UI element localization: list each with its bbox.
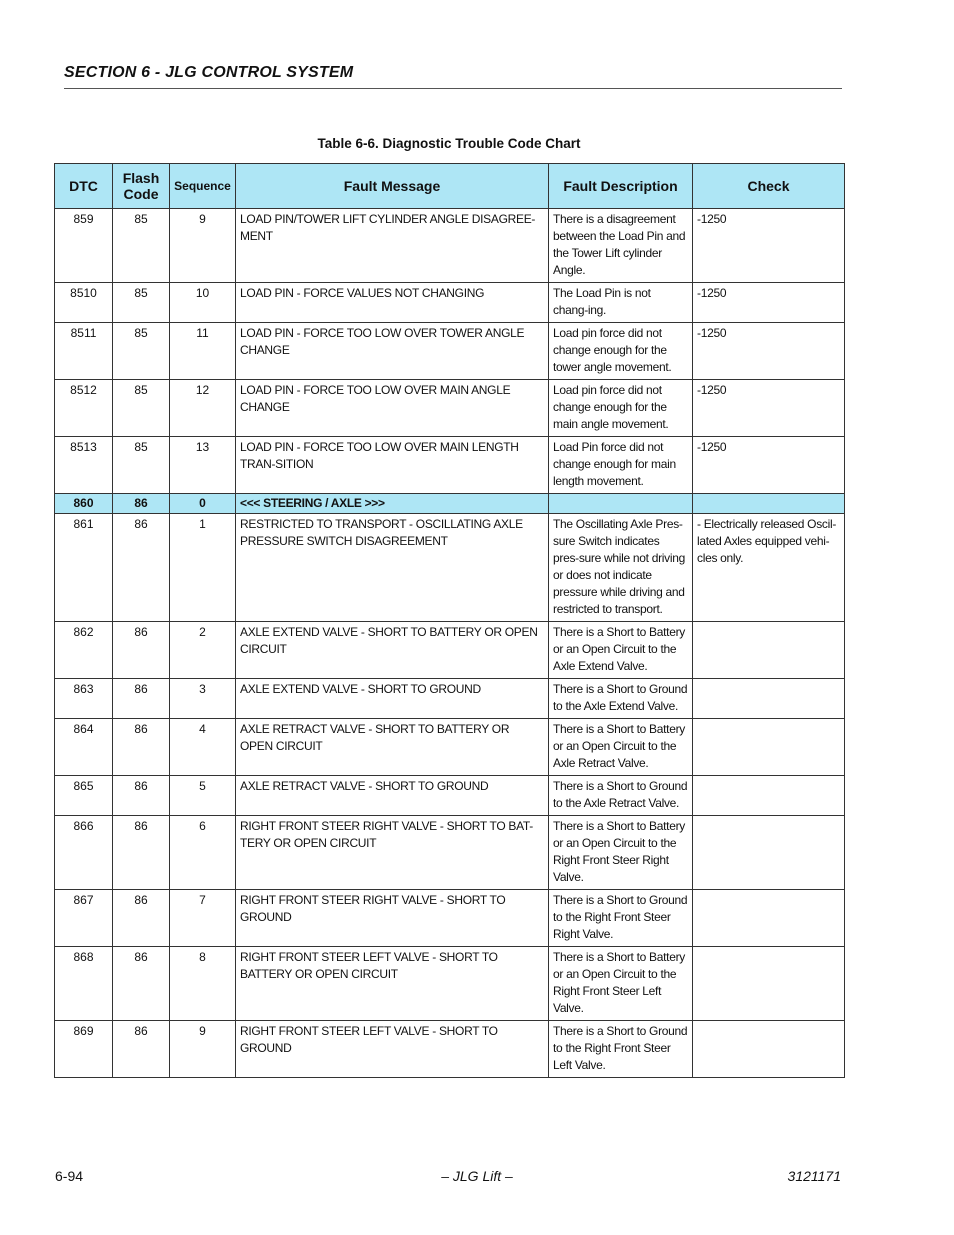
table-row <box>55 947 845 1021</box>
section-title: SECTION 6 - JLG CONTROL SYSTEM <box>64 64 354 81</box>
fault-description-cell: There is a Short to Ground to the Axle Extend Valve. <box>549 679 693 719</box>
sequence-cell: 9 <box>170 1021 236 1078</box>
fault-message-cell: LOAD PIN - FORCE TOO LOW OVER TOWER ANGLE CHANGE <box>236 323 549 380</box>
check-cell: -1250 <box>693 283 845 323</box>
dtc-cell: 869 <box>55 1021 113 1078</box>
fault-description-cell: Load pin force did not change enough for the main angle movement. <box>549 380 693 437</box>
flash-code-cell: 86 <box>113 776 170 816</box>
dtc-cell: 864 <box>55 719 113 776</box>
check-cell <box>693 776 845 816</box>
fault-description-cell: There is a Short to Ground to the Right Front Steer Left Valve. <box>549 1021 693 1078</box>
sequence-cell: 8 <box>170 947 236 1021</box>
column-header-sequence: Sequence <box>170 164 236 209</box>
column-header-flash-code: Flash Code <box>113 164 170 209</box>
fault-message-cell: LOAD PIN/TOWER LIFT CYLINDER ANGLE DISAGREE-MENT <box>236 209 549 283</box>
fault-description-cell: There is a Short to Ground to the Axle Retract Valve. <box>549 776 693 816</box>
fault-message-cell: RIGHT FRONT STEER LEFT VALVE - SHORT TO BATTERY OR OPEN CIRCUIT <box>236 947 549 1021</box>
fault-message-cell: AXLE EXTEND VALVE - SHORT TO GROUND <box>236 679 549 719</box>
check-cell <box>693 494 845 514</box>
fault-description-cell: There is a Short to Battery or an Open Circuit to the Axle Extend Valve. <box>549 622 693 679</box>
sequence-cell: 5 <box>170 776 236 816</box>
fault-description-cell: There is a Short to Battery or an Open Circuit to the Axle Retract Valve. <box>549 719 693 776</box>
fault-message-cell: AXLE EXTEND VALVE - SHORT TO BATTERY OR OPEN CIRCUIT <box>236 622 549 679</box>
table-row <box>55 437 845 494</box>
table-row <box>55 679 845 719</box>
dtc-cell: 8511 <box>55 323 113 380</box>
check-cell <box>693 1021 845 1078</box>
flash-code-cell: 85 <box>113 283 170 323</box>
dtc-cell: 868 <box>55 947 113 1021</box>
sequence-cell: 3 <box>170 679 236 719</box>
table-body <box>55 209 845 1078</box>
fault-description-cell: There is a Short to Ground to the Right Front Steer Right Valve. <box>549 890 693 947</box>
check-cell: -1250 <box>693 323 845 380</box>
table-row <box>55 719 845 776</box>
flash-code-cell: 86 <box>113 890 170 947</box>
sequence-cell: 9 <box>170 209 236 283</box>
table-row <box>55 622 845 679</box>
flash-code-cell: 86 <box>113 1021 170 1078</box>
check-cell <box>693 679 845 719</box>
table-row <box>55 514 845 622</box>
table-row <box>55 283 845 323</box>
flash-code-cell: 86 <box>113 494 170 514</box>
table-row <box>55 323 845 380</box>
flash-code-cell: 86 <box>113 816 170 890</box>
dtc-cell: 8512 <box>55 380 113 437</box>
fault-message-cell: AXLE RETRACT VALVE - SHORT TO BATTERY OR OPEN CIRCUIT <box>236 719 549 776</box>
dtc-cell: 859 <box>55 209 113 283</box>
fault-message-cell: RIGHT FRONT STEER RIGHT VALVE - SHORT TO BAT-TERY OR OPEN CIRCUIT <box>236 816 549 890</box>
check-cell: -1250 <box>693 437 845 494</box>
dtc-cell: 8513 <box>55 437 113 494</box>
dtc-cell: 862 <box>55 622 113 679</box>
fault-description-cell: There is a disagreement between the Load Pin and the Tower Lift cylinder Angle. <box>549 209 693 283</box>
page-number: 6-94 <box>55 1168 84 1184</box>
check-cell: - Electrically released Oscil-lated Axles equipped vehi-cles only. <box>693 514 845 622</box>
flash-code-cell: 86 <box>113 679 170 719</box>
sequence-cell: 12 <box>170 380 236 437</box>
column-header-fault-description: Fault Description <box>549 164 693 209</box>
flash-code-cell: 85 <box>113 380 170 437</box>
column-header-check: Check <box>693 164 845 209</box>
footer-title: – JLG Lift – <box>441 1168 513 1184</box>
fault-description-cell: Load pin force did not change enough for the tower angle movement. <box>549 323 693 380</box>
check-cell <box>693 890 845 947</box>
dtc-table <box>54 163 845 1078</box>
fault-message-cell: LOAD PIN - FORCE TOO LOW OVER MAIN ANGLE CHANGE <box>236 380 549 437</box>
check-cell <box>693 719 845 776</box>
sequence-cell: 11 <box>170 323 236 380</box>
sequence-cell: 1 <box>170 514 236 622</box>
fault-description-cell: The Load Pin is not chang-ing. <box>549 283 693 323</box>
flash-code-cell: 86 <box>113 719 170 776</box>
fault-description-cell: Load Pin force did not change enough for main length movement. <box>549 437 693 494</box>
fault-message-cell: RIGHT FRONT STEER LEFT VALVE - SHORT TO GROUND <box>236 1021 549 1078</box>
check-cell <box>693 947 845 1021</box>
fault-description-cell: There is a Short to Battery or an Open Circuit to the Right Front Steer Right Valve. <box>549 816 693 890</box>
dtc-cell: 865 <box>55 776 113 816</box>
sequence-cell: 13 <box>170 437 236 494</box>
table-row <box>55 1021 845 1078</box>
section-header <box>64 64 842 89</box>
check-cell <box>693 622 845 679</box>
sequence-cell: 10 <box>170 283 236 323</box>
flash-code-cell: 86 <box>113 514 170 622</box>
dtc-cell: 861 <box>55 514 113 622</box>
table-group-row <box>55 494 845 514</box>
sequence-cell: 4 <box>170 719 236 776</box>
fault-message-cell: RIGHT FRONT STEER RIGHT VALVE - SHORT TO GROUND <box>236 890 549 947</box>
check-cell: -1250 <box>693 209 845 283</box>
table-row <box>55 776 845 816</box>
check-cell <box>693 816 845 890</box>
sequence-cell: 6 <box>170 816 236 890</box>
flash-code-cell: 85 <box>113 437 170 494</box>
fault-message-cell: AXLE RETRACT VALVE - SHORT TO GROUND <box>236 776 549 816</box>
table-caption: Table 6-6. Diagnostic Trouble Code Chart <box>317 136 581 151</box>
flash-code-cell: 85 <box>113 209 170 283</box>
flash-code-cell: 86 <box>113 947 170 1021</box>
document-number: 3121171 <box>787 1168 841 1184</box>
sequence-cell: 0 <box>170 494 236 514</box>
fault-description-cell: There is a Short to Battery or an Open Circuit to the Right Front Steer Left Valve. <box>549 947 693 1021</box>
dtc-cell: 866 <box>55 816 113 890</box>
fault-message-cell: LOAD PIN - FORCE TOO LOW OVER MAIN LENGTH TRAN-SITION <box>236 437 549 494</box>
column-header-fault-message: Fault Message <box>236 164 549 209</box>
table-row <box>55 209 845 283</box>
sequence-cell: 7 <box>170 890 236 947</box>
table-row <box>55 890 845 947</box>
dtc-cell: 863 <box>55 679 113 719</box>
column-header-dtc: DTC <box>55 164 113 209</box>
flash-code-cell: 85 <box>113 323 170 380</box>
fault-message-cell: LOAD PIN - FORCE VALUES NOT CHANGING <box>236 283 549 323</box>
fault-description-cell: The Oscillating Axle Pres-sure Switch indicates pres-sure while not driving or does not indicate pressure while driving and restricted to transport. <box>549 514 693 622</box>
sequence-cell: 2 <box>170 622 236 679</box>
fault-message-cell: <<< STEERING / AXLE >>> <box>236 494 549 514</box>
table-row <box>55 816 845 890</box>
fault-description-cell <box>549 494 693 514</box>
table-row <box>55 380 845 437</box>
fault-message-cell: RESTRICTED TO TRANSPORT - OSCILLATING AXLE PRESSURE SWITCH DISAGREEMENT <box>236 514 549 622</box>
check-cell: -1250 <box>693 380 845 437</box>
flash-code-cell: 86 <box>113 622 170 679</box>
dtc-cell: 860 <box>55 494 113 514</box>
dtc-cell: 867 <box>55 890 113 947</box>
dtc-cell: 8510 <box>55 283 113 323</box>
table-header-row <box>55 164 845 209</box>
